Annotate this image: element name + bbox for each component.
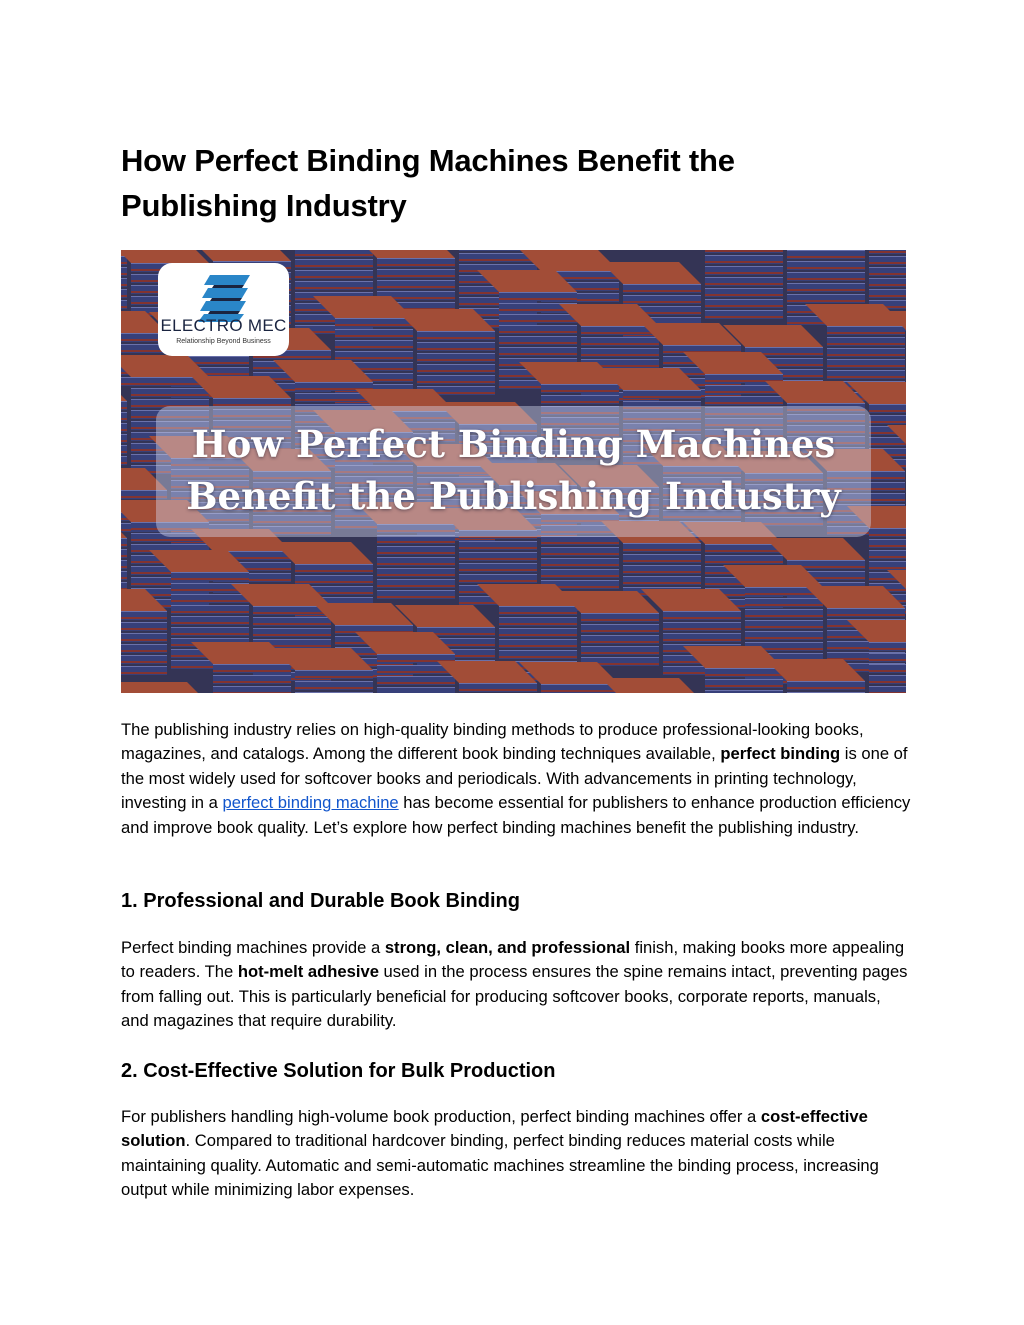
title-line-2: Publishing Industry [121, 188, 407, 223]
title-line-1: How Perfect Binding Machines Benefit the [121, 143, 735, 178]
bold-perfect-binding: perfect binding [720, 744, 841, 764]
section-heading-2: 2. Cost-Effective Solution for Bulk Production [121, 1060, 556, 1082]
banner-text [156, 418, 871, 522]
intro-paragraph: The publishing industry relies on high-quality binding methods to produce professional-looking books, magazines, and catalogs. Among the different book binding techniques available, perfect binding is one of the most widely used for softcover books and periodicals. With advancements in printing technology, investing in a perfect binding machine has become essential for publishers to enhance production efficiency and improve book quality. Let’s explore how perfect binding machines benefit the publishing industry. [121, 720, 911, 837]
logo-mark-icon [158, 263, 289, 323]
page-title [121, 138, 911, 228]
logo-card [158, 263, 289, 356]
hero-image [121, 250, 906, 693]
section-2-paragraph: For publishers handling high-volume book production, perfect binding machines offer a cost-effective solution. Compared to traditional hardcover binding, perfect binding reduces material costs while maintaining quality. Automatic and semi-automatic machines streamline the binding process, increasing output while minimizing labor expenses. [121, 1107, 879, 1200]
banner-line-1: How Perfect Binding Machines [191, 422, 836, 466]
section-1-paragraph: Perfect binding machines provide a strong, clean, and professional finish, making books more appealing to readers. The hot-melt adhesive used in the process ensures the spine remains intact, preventing pages from falling out. This is particularly beneficial for producing softcover books, corporate reports, manuals, and magazines that require durability. [121, 938, 908, 1031]
section-heading-1: 1. Professional and Durable Book Binding [121, 890, 520, 912]
hero-banner [156, 406, 871, 537]
perfect-binding-machine-link[interactable]: perfect binding machine [222, 793, 399, 813]
logo-tagline: Relationship Beyond Business [176, 338, 271, 345]
logo-text: ELECTRO MEC [160, 316, 287, 335]
banner-line-2: Benefit the Publishing Industry [186, 474, 841, 518]
